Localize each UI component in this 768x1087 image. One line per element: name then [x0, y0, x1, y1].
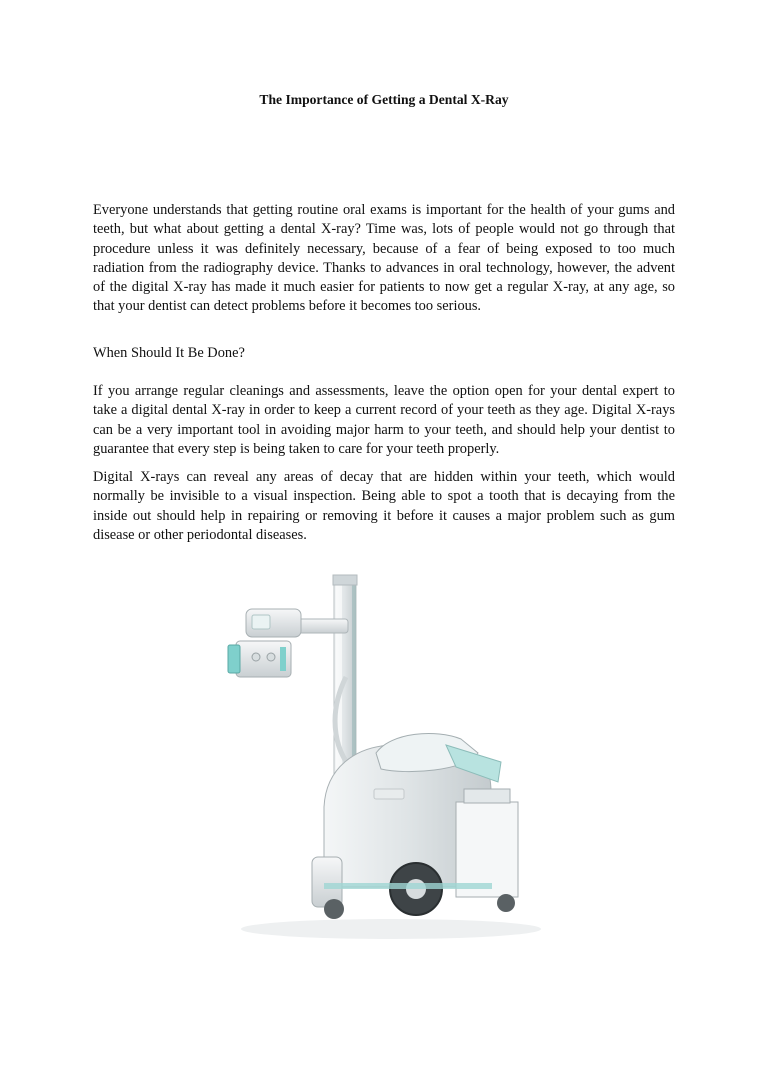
section-heading: When Should It Be Done? — [93, 345, 245, 361]
page-title: The Importance of Getting a Dental X-Ray — [259, 92, 509, 107]
body-paragraph: If you arrange regular cleanings and assessments, leave the option open for your dental expert to take a digital dental X-ray in order to keep a current record of your teeth as they age. Digital X-rays can be a very important tool in avoiding major harm to your teeth, and should help your dentist to guarantee that every step is being taken to care for your teeth properly. — [93, 383, 675, 457]
mobile-xray-machine-icon — [216, 557, 555, 945]
body-paragraph: Digital X-rays can reveal any areas of decay that are hidden within your teeth, which would normally be invisible to a visual inspection. Being able to spot a tooth that is decaying from the inside out should help in repairing or removing it before it causes a major problem such as gum disease or other periodontal diseases. — [93, 469, 675, 543]
intro-paragraph: Everyone understands that getting routine oral exams is important for the health of your gums and teeth, but what about getting a dental X-ray? Time was, lots of people would not go through that procedure unless it was definitely necessary, because of a fear of being exposed to too much radiation from the radiography device. Thanks to advances in oral technology, however, the advent of the digital X-ray has made it much easier for patients to now get a regular X-ray, at any age, so that your dentist can detect problems before it becomes too serious. — [93, 202, 675, 315]
xray-machine-image — [216, 557, 555, 945]
